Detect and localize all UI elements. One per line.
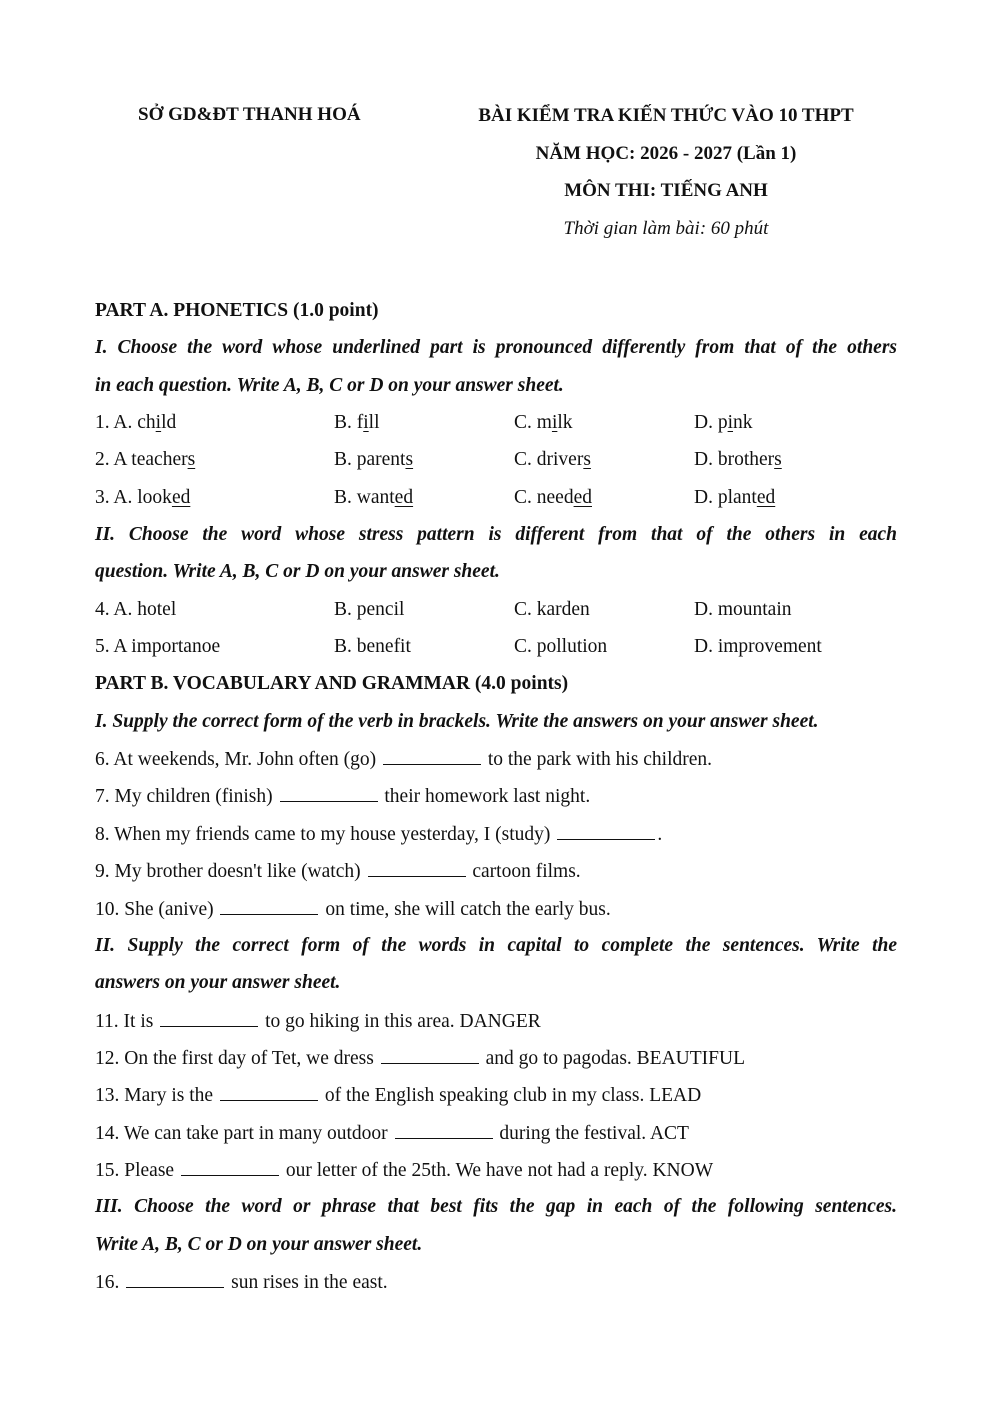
answer-blank[interactable] [181,1157,279,1176]
part-a-instruction-1a: I. Choose the word whose underlined part is pronounced differently from that of the others [95,337,897,359]
part-a-instruction-2a: II. Choose the word whose stress pattern is different from that of the others in each [95,524,897,546]
answer-blank[interactable] [160,1008,258,1027]
question-6: 6. At weekends, Mr. John often (go) to the park with his children. [95,746,897,783]
q1-option-b: B. fill [334,412,380,434]
part-b-instruction-3a: III. Choose the word or phrase that best fits the gap in each of the following sentences. [95,1196,897,1218]
q2-option-c: C. drivers [514,449,591,471]
answer-blank[interactable] [368,858,466,877]
question-8: 8. When my friends came to my house yesterday, I (study) . [95,821,897,858]
q1-option-a: 1. A. child [95,412,177,434]
q3-option-d: D. planted [694,486,776,508]
q4-option-c: C. karden [514,598,590,620]
q3-option-c: C. needed [514,486,592,508]
q4-option-a: 4. A. hotel [95,598,177,620]
exam-title: BÀI KIỂM TRA KIẾN THỨC VÀO 10 THPT [478,105,854,126]
question-15: 15. Please our letter of the 25th. We have not had a reply. KNOW [95,1157,897,1194]
question-5 [95,634,897,671]
question-14: 14. We can take part in many outdoor during the festival. ACT [95,1120,897,1157]
question-4 [95,597,897,634]
part-a-instruction-1b: in each question. Write A, B, C or D on your answer sheet. [95,374,564,396]
part-b-instruction-3b: Write A, B, C or D on your answer sheet. [95,1233,423,1255]
exam-header [436,104,896,254]
q4-option-b: B. pencil [334,598,405,620]
answer-blank[interactable] [381,1045,479,1064]
part-b-instruction-1: I. Supply the correct form of the verb in brackels. Write the answers on your answer sheet. [95,710,819,732]
part-b-title: PART B. VOCABULARY AND GRAMMAR (4.0 points) [95,673,569,695]
question-1 [95,410,897,447]
q5-option-a: 5. A importanoe [95,636,221,658]
q5-option-b: B. benefit [334,636,411,658]
part-a-title: PART A. PHONETICS (1.0 point) [95,300,379,321]
answer-blank[interactable] [557,821,655,840]
question-16: 16. sun rises in the east. [95,1269,897,1306]
q4-option-d: D. mountain [694,598,792,620]
q3-option-b: B. wanted [334,486,414,508]
q3-option-a: 3. A. looked [95,486,191,508]
question-13: 13. Mary is the of the English speaking club in my class. LEAD [95,1082,897,1119]
department-name: SỞ GD&ĐT THANH HOÁ [138,104,361,125]
question-3 [95,485,897,522]
question-2 [95,447,897,484]
question-10: 10. She (anive) on time, she will catch the early bus. [95,896,897,933]
answer-blank[interactable] [280,783,378,802]
answer-blank[interactable] [395,1120,493,1139]
answer-blank[interactable] [220,1082,318,1101]
duration: Thời gian làm bài: 60 phút [563,217,769,239]
q5-option-d: D. improvement [694,636,822,658]
q2-option-a: 2. A teachers [95,449,196,471]
answer-blank[interactable] [383,746,481,765]
answer-blank[interactable] [126,1269,224,1288]
exam-content [95,298,897,1306]
question-11: 11. It is to go hiking in this area. DANGER [95,1008,897,1045]
part-b-instruction-2b: answers on your answer sheet. [95,972,341,994]
q2-option-d: D. brothers [694,449,782,471]
q1-option-c: C. milk [514,412,573,434]
q5-option-c: C. pollution [514,636,608,658]
part-a-instruction-2b: question. Write A, B, C or D on your answer sheet. [95,561,500,583]
q1-option-d: D. pink [694,412,753,434]
school-year: NĂM HỌC: 2026 - 2027 (Lần 1) [535,142,797,164]
question-9: 9. My brother doesn't like (watch) cartoon films. [95,858,897,895]
q2-option-b: B. parents [334,449,414,471]
subject: MÔN THI: TIẾNG ANH [564,180,768,201]
part-b-instruction-2a: II. Supply the correct form of the words in capital to complete the sentences. Write the [95,934,897,956]
answer-blank[interactable] [220,896,318,915]
question-12: 12. On the first day of Tet, we dress and go to pagodas. BEAUTIFUL [95,1045,897,1082]
question-7: 7. My children (finish) their homework last night. [95,783,897,820]
